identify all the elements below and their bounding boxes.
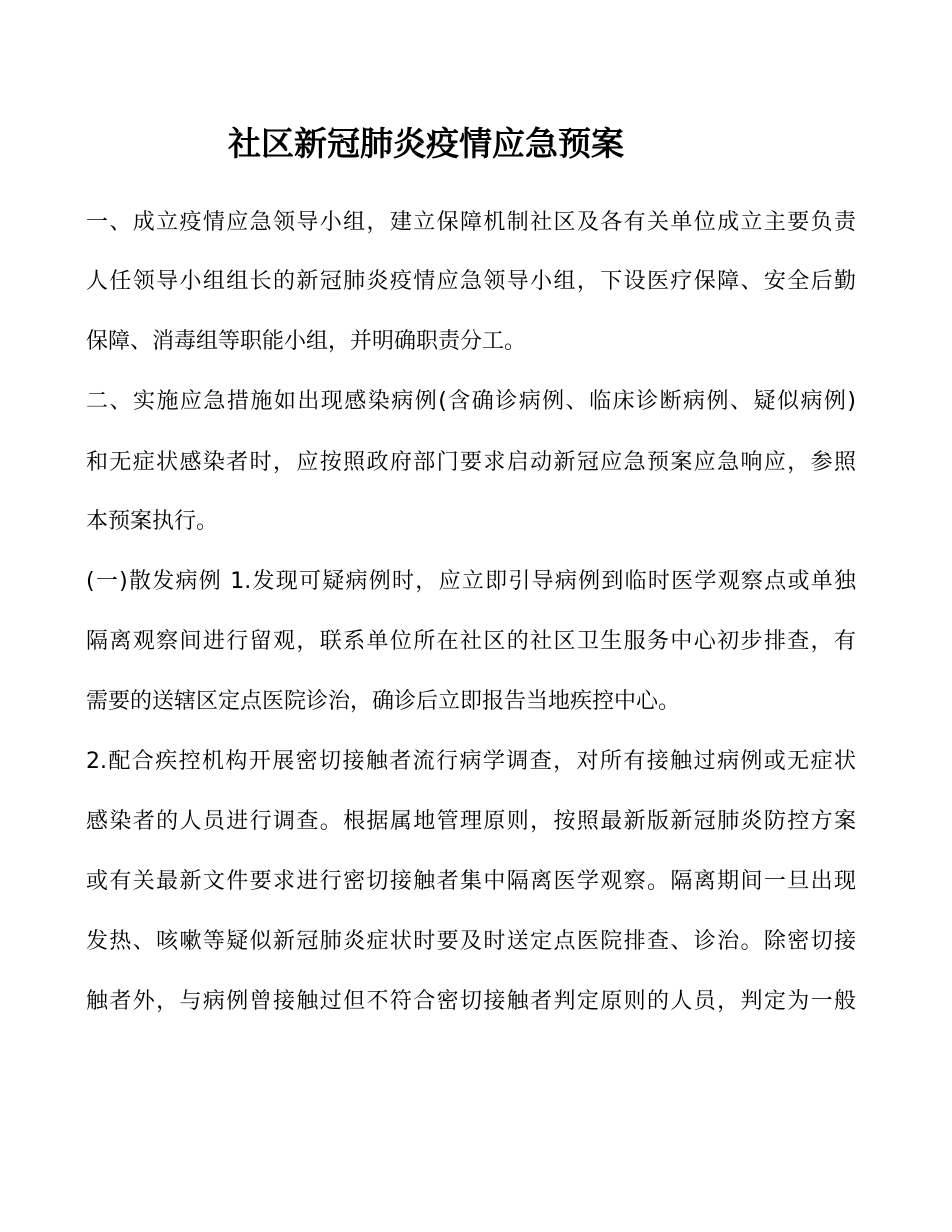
document-title: 社区新冠肺炎疫情应急预案 xyxy=(228,124,624,163)
text-line: 本预案执行。 xyxy=(86,509,219,534)
text-line: (一)散发病例 1.发现可疑病例时，应立即引导病例到临时医学观察点或单独 xyxy=(86,569,856,594)
text-line: 一、成立疫情应急领导小组，建立保障机制社区及各有关单位成立主要负责 xyxy=(86,210,856,235)
text-line: 发热、咳嗽等疑似新冠肺炎症状时要及时送定点医院排查、诊治。除密切接 xyxy=(86,929,856,954)
text-line: 和无症状感染者时，应按照政府部门要求启动新冠应急预案应急响应，参照 xyxy=(86,450,856,475)
text-line: 保障、消毒组等职能小组，并明确职责分工。 xyxy=(86,329,527,354)
text-line: 触者外，与病例曾接触过但不符合密切接触者判定原则的人员，判定为一般 xyxy=(86,989,856,1014)
text-line: 感染者的人员进行调查。根据属地管理原则，按照最新版新冠肺炎防控方案 xyxy=(86,809,856,834)
text-line: 需要的送辖区定点医院诊治，确诊后立即报告当地疾控中心。 xyxy=(86,689,681,714)
text-line: 二、实施应急措施如出现感染病例(含确诊病例、临床诊断病例、疑似病例) xyxy=(86,389,856,414)
text-line: 2.配合疾控机构开展密切接触者流行病学调查，对所有接触过病例或无症状 xyxy=(86,749,856,774)
text-line: 或有关最新文件要求进行密切接触者集中隔离医学观察。隔离期间一旦出现 xyxy=(86,869,856,894)
text-line: 隔离观察间进行留观，联系单位所在社区的社区卫生服务中心初步排查，有 xyxy=(86,629,856,654)
text-line: 人任领导小组组长的新冠肺炎疫情应急领导小组，下设医疗保障、安全后勤 xyxy=(86,269,856,294)
